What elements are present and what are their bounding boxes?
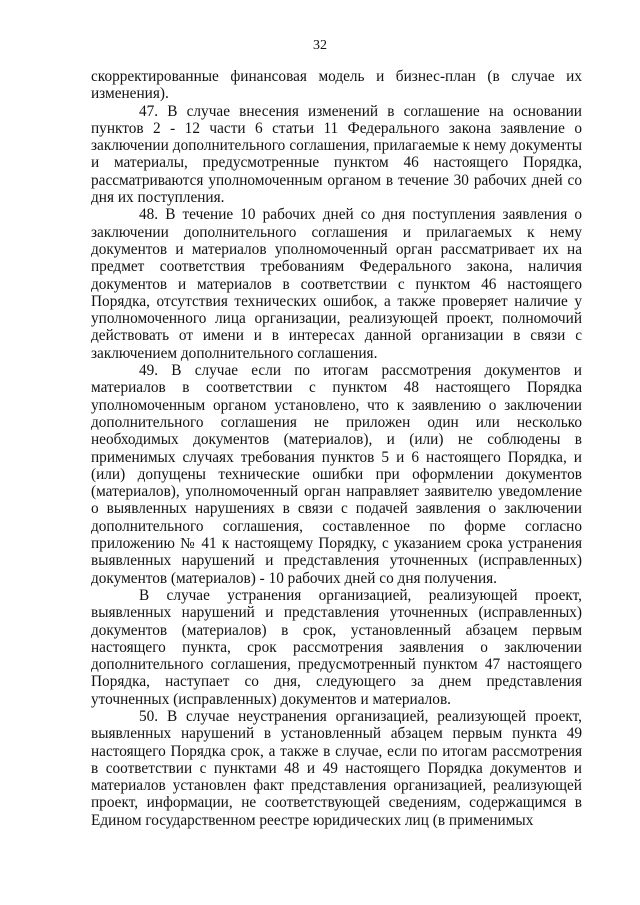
page-number: 32 bbox=[313, 38, 327, 53]
paragraph-47: 47. В случае внесения изменений в соглашение на основании пунктов 2 - 12 части 6 статьи 11 Федерального закона заявление о заключении дополнительного соглашения, прилагаемые к нему документы и материалы, предусмотренные пунктом 46 настоящего Порядка, рассматриваются уполномоченным органом в течение 30 рабочих дней со дня их поступления. bbox=[91, 102, 582, 207]
paragraph-49-second-clause: В случае устранения организацией, реализующей проект, выявленных нарушений и представления уточненных (исправленных) документов (материалов) в срок, установленный абзацем первым настоящего пункта, срок рассмотрения заявления о заключении дополнительного соглашения, предусмотренный пунктом 47 настоящего Порядка, наступает со дня, следующего за днем представления уточненных (исправленных) документов и материалов. bbox=[91, 586, 582, 708]
paragraph-continuation: скорректированные финансовая модель и бизнес-план (в случае их изменения). bbox=[91, 68, 582, 103]
document-body bbox=[91, 68, 582, 829]
paragraph-48: 48. В течение 10 рабочих дней со дня поступления заявления о заключении дополнительного соглашения и прилагаемых к нему документов и материалов уполномоченный орган рассматривает их на предмет соответствия требованиям Федерального закона, наличия документов и материалов в соответствии с пунктом 46 настоящего Порядка, отсутствия технических ошибок, а также проверяет наличие у уполномоченного лица организации, реализующей проект, полномочий действовать от имени и в интересах данной организации в связи с заключением дополнительного соглашения. bbox=[91, 206, 582, 362]
paragraph-50: 50. В случае неустранения организацией, реализующей проект, выявленных нарушений в установленный абзацем первым пункта 49 настоящего Порядка срок, а также в случае, если по итогам рассмотрения в соответствии с пунктами 48 и 49 настоящего Порядка документов и материалов установлен факт представления организацией, реализующей проект, информации, не соответствующей сведениям, содержащимся в Едином государственном реестре юридических лиц (в применимых bbox=[91, 707, 582, 829]
paragraph-49: 49. В случае если по итогам рассмотрения документов и материалов в соответствии с пунктом 48 настоящего Порядка уполномоченным органом установлено, что к заявлению о заключении дополнительного соглашения не приложен один или несколько необходимых документов (материалов), и (или) не соблюдены в применимых случаях требования пунктов 5 и 6 настоящего Порядка, и (или) допущены технические ошибки при оформлении документов (материалов), уполномоченный орган направляет заявителю уведомление о выявленных нарушениях в связи с подачей заявления о заключении дополнительного соглашения, составленное по форме согласно приложению № 41 к настоящему Порядку, с указанием срока устранения выявленных нарушений и представления уточненных (исправленных) документов (материалов) - 10 рабочих дней со дня получения. bbox=[91, 362, 582, 587]
